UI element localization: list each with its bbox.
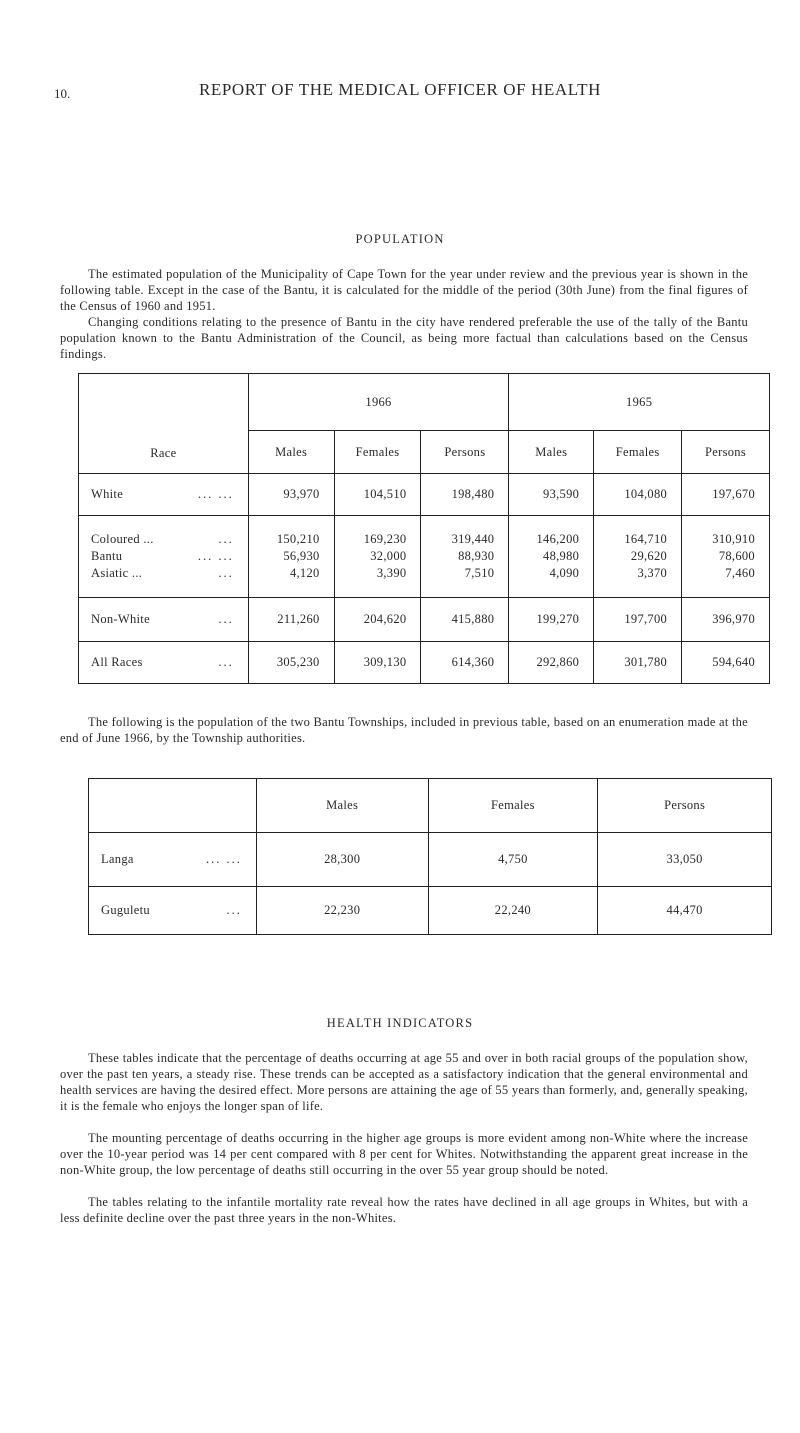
table-row-all-races	[79, 642, 770, 684]
table-cell: 3,390	[376, 566, 407, 580]
row-label: White	[91, 487, 124, 501]
health-indicators-heading: HEALTH INDICATORS	[326, 1016, 474, 1030]
table-cell: 198,480	[421, 474, 509, 516]
table-cell: 169,230	[363, 532, 407, 546]
table-cell: 292,860	[509, 642, 594, 684]
table-cell: 305,230	[248, 642, 334, 684]
table-row-guguletu	[89, 887, 772, 935]
row-label: Non-White	[91, 612, 150, 626]
males-1966-header: Males	[248, 431, 334, 474]
table-cell: 29,620	[630, 549, 668, 563]
females-header: Females	[428, 779, 598, 833]
table-cell: 32,000	[370, 549, 407, 563]
table-row-white	[79, 474, 770, 516]
table-cell: 7,460	[725, 566, 755, 580]
table-cell: 396,970	[682, 598, 770, 642]
persons-header: Persons	[598, 779, 772, 833]
year-1966-header: 1966	[248, 374, 509, 431]
table-cell: 4,090	[549, 566, 580, 580]
males-header: Males	[256, 779, 428, 833]
row-label: Asiatic ...	[91, 566, 143, 580]
population-paragraph-1: The estimated population of the Municipality of Cape Town for the year under review and the previous year is shown in the following table. Except in the case of the Bantu, it is calculated for the middle of the period (30th June) from the final figures of the Census of 1960 and 1951.	[60, 267, 748, 313]
table-cell: 197,700	[594, 598, 682, 642]
leader-dots: ...	[218, 612, 234, 626]
running-head: REPORT OF THE MEDICAL OFFICER OF HEALTH	[198, 80, 602, 99]
leader-dots: ... ...	[205, 852, 242, 866]
leader-dots: ... ...	[197, 487, 234, 501]
page-number: 10.	[54, 86, 71, 101]
table-cell: 199,270	[509, 598, 594, 642]
table-cell: 319,440	[451, 532, 495, 546]
table-cell: 28,300	[256, 833, 428, 887]
townships-table	[88, 778, 772, 935]
table-row-langa	[89, 833, 772, 887]
leader-dots: ...	[218, 655, 234, 669]
table-cell: 78,600	[718, 549, 755, 563]
table-row-non-white	[79, 598, 770, 642]
row-label: Coloured ...	[91, 532, 154, 546]
females-1966-header: Females	[334, 431, 421, 474]
leader-dots: ...	[218, 532, 234, 546]
table-cell: 310,910	[712, 532, 755, 546]
townships-paragraph: The following is the population of the two Bantu Townships, included in previous table, based on an enumeration made at the end of June 1966, by the Township authorities.	[60, 715, 748, 745]
health-paragraph-1: These tables indicate that the percentage of deaths occurring at age 55 and over in both racial groups of the population show, over the past ten years, a steady rise. These trends can be accepted as a satisfactory indication that the general environmental and health services are having the desired effect. More persons are attaining the age of 55 years than formerly, and, generally speaking, it is the female who enjoys the longer span of life.	[60, 1051, 748, 1113]
table-cell: 93,970	[248, 474, 334, 516]
year-1965-header: 1965	[509, 374, 770, 431]
males-1965-header: Males	[509, 431, 594, 474]
population-table	[78, 373, 770, 684]
table-cell: 104,080	[594, 474, 682, 516]
table-cell: 22,230	[256, 887, 428, 935]
leader-dots: ...	[218, 566, 234, 580]
table-cell: 301,780	[594, 642, 682, 684]
row-label: Bantu	[91, 549, 123, 563]
table-cell: 164,710	[624, 532, 668, 546]
persons-1966-header: Persons	[421, 431, 509, 474]
table-cell: 614,360	[421, 642, 509, 684]
table-cell: 33,050	[598, 833, 772, 887]
table-cell: 4,750	[428, 833, 598, 887]
table-cell: 88,930	[458, 549, 495, 563]
table-cell: 104,510	[334, 474, 421, 516]
table-cell: 150,210	[276, 532, 320, 546]
health-paragraph-2: The mounting percentage of deaths occurring in the higher age groups is more evident among non-White where the increase over the 10-year period was 14 per cent compared with 8 per cent for Whites. Notwithstanding the apparent great increase in the non-White group, the low percentage of deaths still occurring in the over 55 year group should be noted.	[60, 1131, 748, 1177]
females-1965-header: Females	[594, 431, 682, 474]
table-cell: 197,670	[682, 474, 770, 516]
population-heading: POPULATION	[355, 232, 445, 246]
row-label: Guguletu	[101, 903, 150, 917]
table-cell: 211,260	[248, 598, 334, 642]
row-label: All Races	[91, 655, 143, 669]
row-label: Langa	[101, 852, 134, 866]
table-cell: 594,640	[682, 642, 770, 684]
table-cell: 44,470	[598, 887, 772, 935]
table-cell: 56,930	[283, 549, 320, 563]
empty-header-cell	[89, 779, 257, 833]
table-cell: 309,130	[334, 642, 421, 684]
leader-dots: ...	[226, 903, 242, 917]
table-row-group	[79, 516, 770, 598]
population-paragraph-2: Changing conditions relating to the presence of Bantu in the city have rendered preferable the use of the tally of the Bantu population known to the Bantu Administration of the Council, as being more factual than calculations based on the Census findings.	[60, 315, 748, 361]
table-cell: 48,980	[543, 549, 580, 563]
leader-dots: ... ...	[197, 549, 234, 563]
table-cell: 7,510	[464, 566, 495, 580]
table-cell: 93,590	[509, 474, 594, 516]
table-cell: 4,120	[289, 566, 320, 580]
table-cell: 3,370	[637, 566, 668, 580]
table-cell: 22,240	[428, 887, 598, 935]
table-cell: 146,200	[536, 532, 580, 546]
table-cell: 204,620	[334, 598, 421, 642]
persons-1965-header: Persons	[682, 431, 770, 474]
table-cell: 415,880	[421, 598, 509, 642]
health-paragraph-3: The tables relating to the infantile mortality rate reveal how the rates have declined in all age groups in Whites, but with a less definite decline over the past three years in the non-Whites.	[60, 1195, 748, 1225]
race-header: Race	[79, 374, 249, 474]
